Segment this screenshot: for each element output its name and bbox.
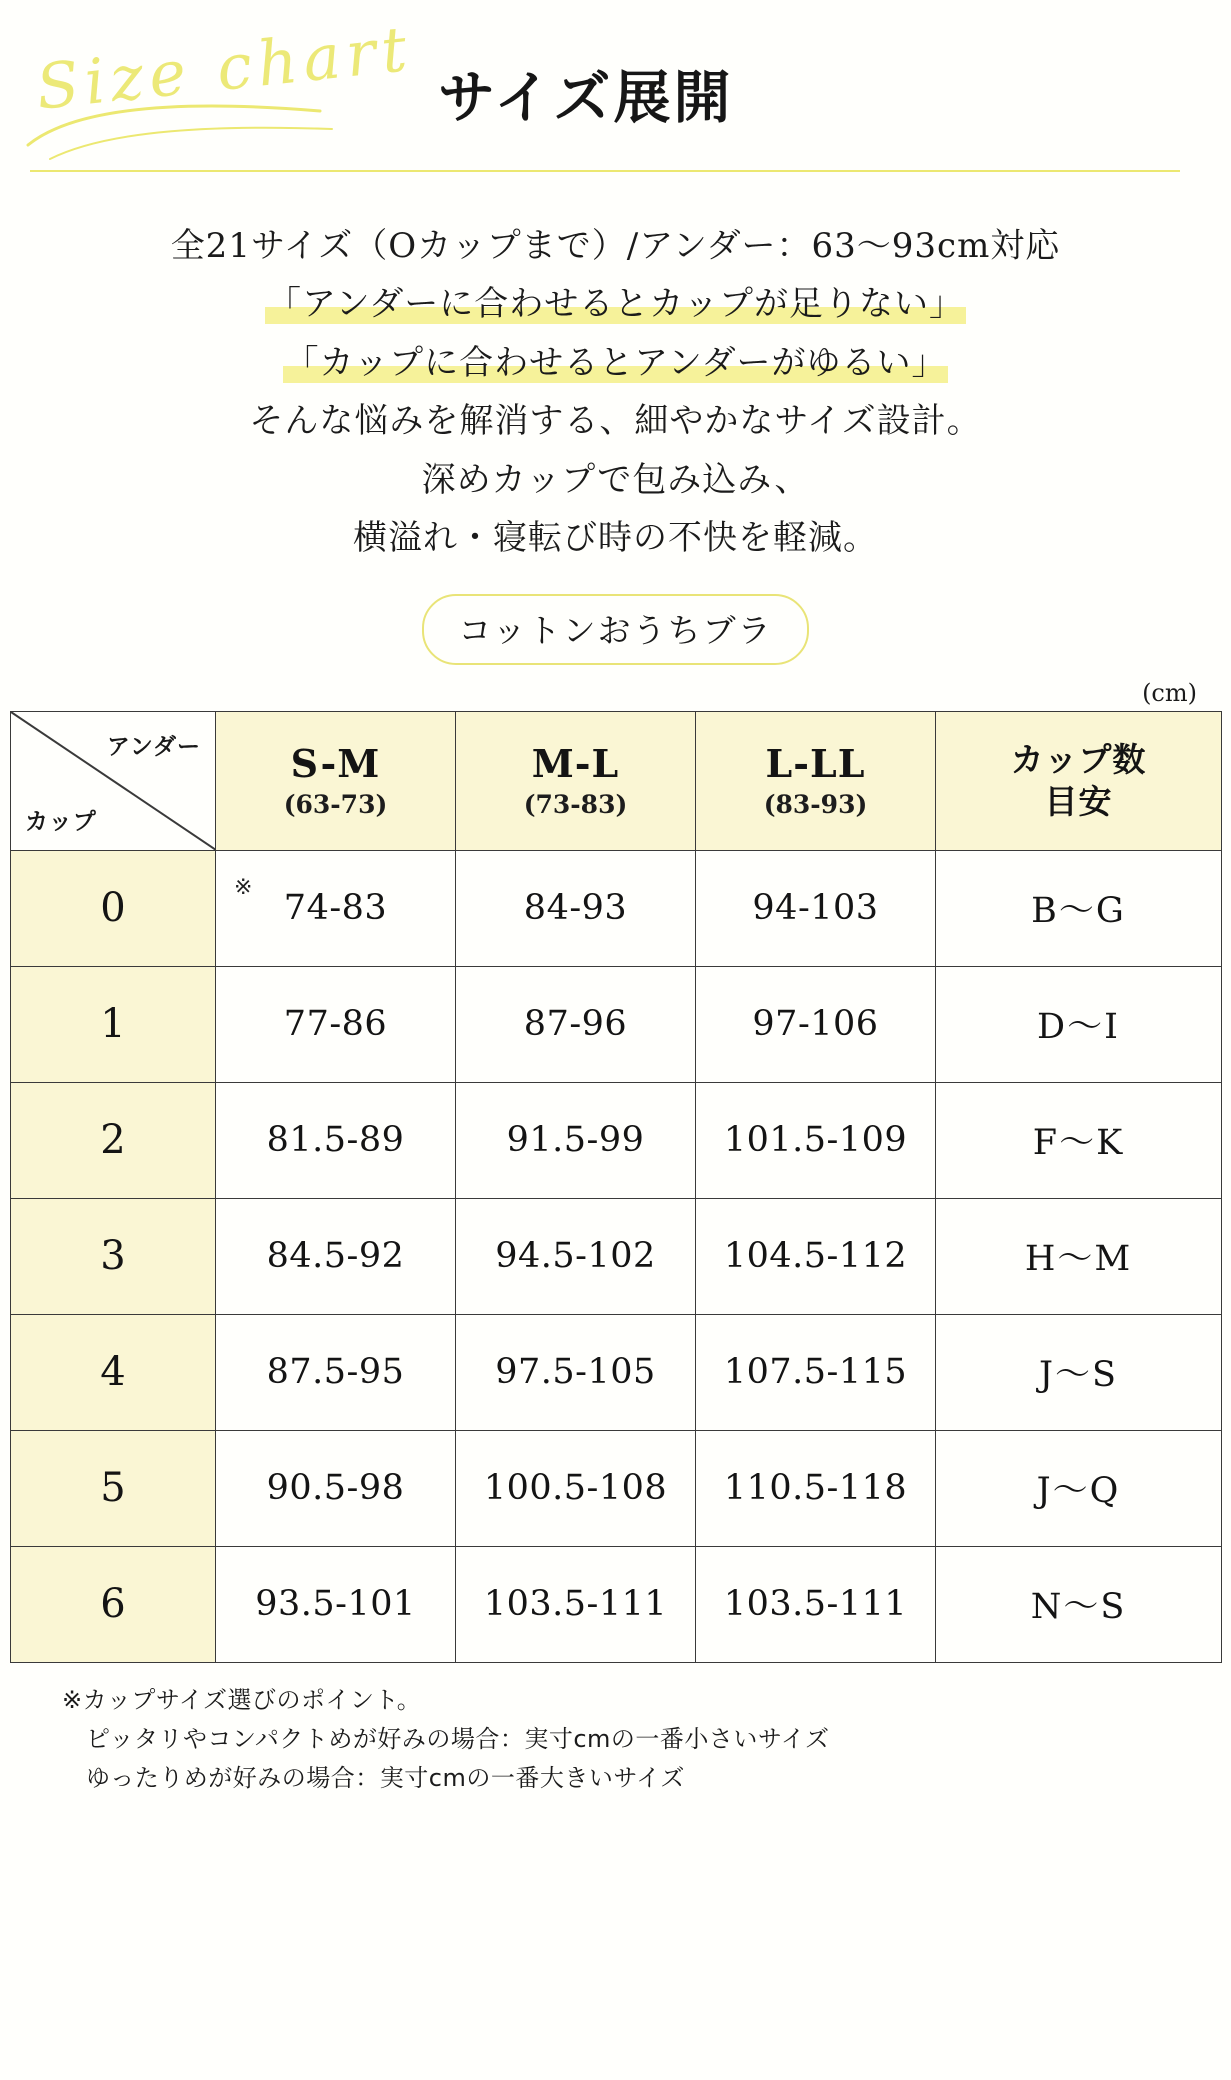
script-swoosh-decoration — [20, 95, 360, 165]
intro-line-5: 深めカップで包み込み、 — [421, 459, 810, 500]
row-cup-label: 6 — [11, 1546, 216, 1662]
cell-cup-guide: F〜K — [936, 1082, 1222, 1198]
column-header-sm — [216, 711, 456, 850]
page-header — [0, 0, 1231, 185]
row-cup-label: 0 — [11, 850, 216, 966]
unit-note: (cm) — [1142, 678, 1197, 707]
intro-line-3 — [0, 334, 1231, 392]
cell-lll: 103.5-111 — [696, 1546, 936, 1662]
asterisk-icon: ※ — [234, 874, 253, 900]
cell-lll: 107.5-115 — [696, 1314, 936, 1430]
footnote-2: ピッタリやコンパクトめが好みの場合：実寸cmの一番小さいサイズ — [86, 1724, 830, 1753]
cell-ml: 84-93 — [456, 850, 696, 966]
cell-cup-guide: D〜I — [936, 966, 1222, 1082]
footnotes — [0, 1681, 1231, 1798]
table-row — [11, 1546, 1222, 1662]
footnote-3: ゆったりめが好みの場合：実寸cmの一番大きいサイズ — [86, 1763, 685, 1792]
cell-ml: 97.5-105 — [456, 1314, 696, 1430]
footnote-1: ※カップサイズ選びのポイント。 — [62, 1685, 422, 1714]
cell-lll: 97-106 — [696, 966, 936, 1082]
table-row — [11, 1198, 1222, 1314]
table-row — [11, 1082, 1222, 1198]
cell-cup-guide: J〜S — [936, 1314, 1222, 1430]
row-cup-label: 5 — [11, 1430, 216, 1546]
column-header-sm-main: S-M — [290, 741, 381, 787]
column-header-ml-main: M-L — [531, 741, 620, 787]
intro-line-4: そんな悩みを解消する、細やかなサイズ設計。 — [249, 401, 982, 442]
size-table — [10, 711, 1222, 1663]
cell-ml: 87-96 — [456, 966, 696, 1082]
page-title: サイズ展開 — [438, 65, 734, 131]
cell-lll: 94-103 — [696, 850, 936, 966]
column-header-lll-range: (83-93) — [763, 790, 868, 820]
table-row — [11, 1430, 1222, 1546]
corner-under-label: アンダー — [106, 733, 201, 760]
cell-cup-guide: J〜Q — [936, 1430, 1222, 1546]
column-header-cup-guide — [936, 711, 1222, 850]
cell-sm — [216, 850, 456, 966]
size-table-container — [0, 711, 1231, 1663]
product-label-container — [0, 594, 1231, 665]
cell-sm: 93.5-101 — [216, 1546, 456, 1662]
cell-cup-guide: N〜S — [936, 1546, 1222, 1662]
cell-lll: 110.5-118 — [696, 1430, 936, 1546]
row-cup-label: 3 — [11, 1198, 216, 1314]
column-header-lll-main: L-LL — [765, 741, 866, 787]
table-row — [11, 1314, 1222, 1430]
row-cup-label: 1 — [11, 966, 216, 1082]
script-logo: Size chart — [32, 11, 416, 124]
cell-cup-guide: B〜G — [936, 850, 1222, 966]
cell-ml: 100.5-108 — [456, 1430, 696, 1546]
cell-sm: 90.5-98 — [216, 1430, 456, 1546]
table-row — [11, 850, 1222, 966]
cell-sm: 77-86 — [216, 966, 456, 1082]
row-cup-label: 2 — [11, 1082, 216, 1198]
row-cup-label: 4 — [11, 1314, 216, 1430]
table-row — [11, 966, 1222, 1082]
intro-copy — [0, 217, 1231, 568]
cell-sm: 81.5-89 — [216, 1082, 456, 1198]
header-underline — [30, 170, 1180, 172]
cup-guide-line-1: カップ数 — [1010, 739, 1147, 779]
table-header-row — [11, 711, 1222, 850]
cell-sm: 87.5-95 — [216, 1314, 456, 1430]
cell-lll: 104.5-112 — [696, 1198, 936, 1314]
cell-sm-value: 74-83 — [283, 888, 388, 929]
cup-guide-line-2: 目安 — [1044, 781, 1113, 821]
corner-cup-label: カップ — [25, 808, 97, 835]
cell-sm: 84.5-92 — [216, 1198, 456, 1314]
product-label-pill: コットンおうちブラ — [422, 594, 808, 665]
column-header-sm-range: (63-73) — [283, 790, 388, 820]
table-corner-cell — [11, 711, 216, 850]
cell-lll: 101.5-109 — [696, 1082, 936, 1198]
intro-line-2-text: 「アンダーに合わせるとカップが足りない」 — [267, 284, 964, 325]
cell-ml: 103.5-111 — [456, 1546, 696, 1662]
column-header-lll — [696, 711, 936, 850]
intro-line-2 — [0, 275, 1231, 333]
cell-cup-guide: H〜M — [936, 1198, 1222, 1314]
column-header-ml — [456, 711, 696, 850]
cell-ml: 94.5-102 — [456, 1198, 696, 1314]
column-header-ml-range: (73-83) — [523, 790, 628, 820]
intro-line-6: 横溢れ・寝転び時の不快を軽減。 — [353, 518, 878, 559]
intro-line-1: 全21サイズ（Oカップまで）/アンダー：63〜93cm対応 — [170, 226, 1061, 266]
intro-line-3-text: 「カップに合わせるとアンダーがゆるい」 — [284, 342, 947, 383]
cell-ml: 91.5-99 — [456, 1082, 696, 1198]
